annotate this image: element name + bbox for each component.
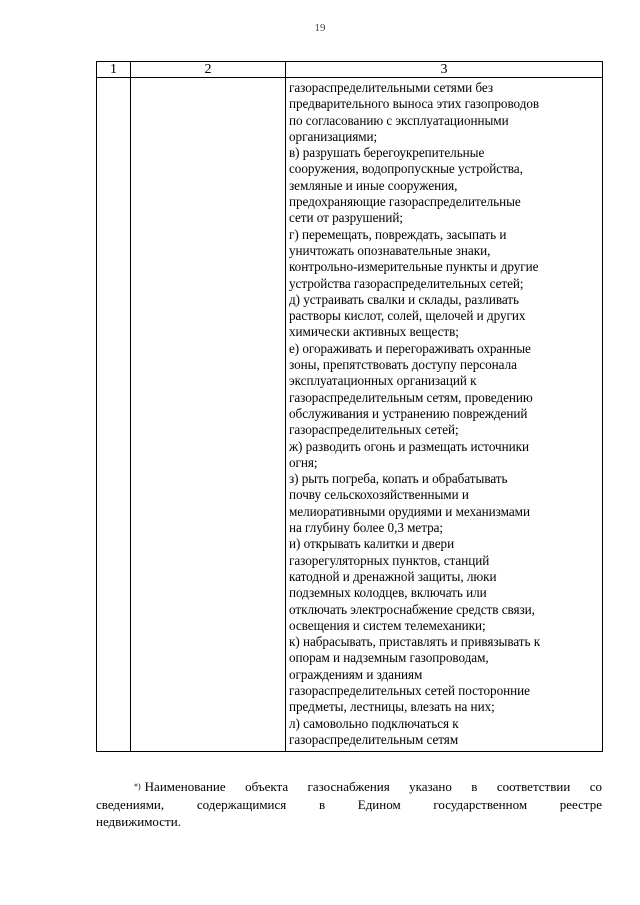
table-header-row xyxy=(97,62,603,78)
table-cell-col3 xyxy=(286,78,603,752)
footnote-word: со xyxy=(589,779,602,794)
text-line: контрольно-измерительные пункты и другие xyxy=(289,259,539,275)
footnote xyxy=(96,778,602,831)
table-cell-col2 xyxy=(131,78,286,752)
footnote-word: содержащимися xyxy=(196,796,287,812)
text-line: зоны, препятствовать доступу персонала xyxy=(289,357,517,373)
text-line: организациями; xyxy=(289,128,378,144)
text-line: по согласованию с эксплуатационными xyxy=(289,112,509,128)
text-line: эксплуатационных организаций к xyxy=(289,373,477,389)
footnote-marker: *) xyxy=(134,782,141,791)
footnote-word: газоснабжения xyxy=(307,779,390,794)
text-line: обслуживания и устранению повреждений xyxy=(289,405,528,421)
text-line: химически активных веществ; xyxy=(289,324,459,340)
page-number: 19 xyxy=(314,22,326,34)
text-line: катодной и дренажной защиты, люки xyxy=(289,568,497,584)
text-line: подземных колодцев, включать или xyxy=(289,585,487,601)
footnote-line-1-words xyxy=(145,778,602,796)
text-line: газораспределительным сетям xyxy=(289,731,459,747)
text-line: ограждениям и зданиям xyxy=(289,666,423,682)
column-header-2: 2 xyxy=(131,62,286,78)
text-line: в) разрушать берегоукрепительные xyxy=(289,145,485,161)
footnote-word: Едином xyxy=(357,796,401,812)
text-line: мелиоративными орудиями и механизмами xyxy=(289,503,530,519)
text-line: газорегуляторных пунктов, станций xyxy=(289,552,490,568)
footnote-word: сведениями, xyxy=(96,796,165,812)
footnote-word: государственном xyxy=(433,796,528,812)
text-line: и) открывать калитки и двери xyxy=(289,536,455,552)
text-line: отключать электроснабжение средств связи, xyxy=(289,601,535,617)
text-line: д) устраивать свалки и склады, разливать xyxy=(289,291,519,307)
footnote-word: Наименование xyxy=(144,779,226,794)
text-line: опорам и надземным газопроводам, xyxy=(289,650,489,666)
text-line: уничтожать опознавательные знаки, xyxy=(289,242,491,258)
text-line: земляные и иные сооружения, xyxy=(289,177,458,193)
text-line: газораспределительных сетей посторонние xyxy=(289,682,530,698)
footnote-word: в xyxy=(318,796,326,812)
text-line: газораспределительных сетей; xyxy=(289,422,459,438)
text-line: з) рыть погреба, копать и обрабатывать xyxy=(289,471,508,487)
table-cell-col1 xyxy=(97,78,131,752)
footnote-word: соответствии xyxy=(496,779,571,794)
text-line: сооружения, водопропускные устройства, xyxy=(289,161,523,177)
footnote-word: реестре xyxy=(559,796,602,812)
text-line: устройства газораспределительных сетей; xyxy=(289,275,524,291)
table-row xyxy=(97,78,603,752)
text-line: сети от разрушений; xyxy=(289,210,404,226)
text-line: на глубину более 0,3 метра; xyxy=(289,520,444,536)
text-line: предметы, лестницы, влезать на них; xyxy=(289,699,495,715)
text-line: е) огораживать и перегораживать охранные xyxy=(289,340,531,356)
footnote-word: в xyxy=(471,779,478,794)
text-line: к) набрасывать, приставлять и привязывать к xyxy=(289,634,541,650)
text-line: огня; xyxy=(289,454,318,470)
document-table xyxy=(96,61,603,752)
text-line: газораспределительным сетям, проведению xyxy=(289,389,533,405)
column-header-1: 1 xyxy=(97,62,131,78)
footnote-line-3: недвижимости. xyxy=(96,814,181,829)
footnote-line-1 xyxy=(96,778,602,796)
text-line: предварительного выноса этих газопроводов xyxy=(289,96,540,112)
text-line: растворы кислот, солей, щелочей и других xyxy=(289,308,526,324)
text-line: г) перемещать, повреждать, засыпать и xyxy=(289,226,507,242)
text-line: почву сельскохозяйственными и xyxy=(289,487,469,503)
footnote-word: указано xyxy=(409,779,452,794)
text-line: предохраняющие газораспределительные xyxy=(289,194,521,210)
text-line: л) самовольно подключаться к xyxy=(289,715,459,731)
footnote-word: объекта xyxy=(245,779,289,794)
text-line: газораспределительными сетями без xyxy=(289,80,493,95)
text-line: освещения и систем телемеханики; xyxy=(289,617,486,633)
column-header-3: 3 xyxy=(286,62,603,78)
prohibitions-text xyxy=(286,78,602,751)
footnote-line-2 xyxy=(96,796,602,814)
text-line: ж) разводить огонь и размещать источники xyxy=(289,438,530,454)
